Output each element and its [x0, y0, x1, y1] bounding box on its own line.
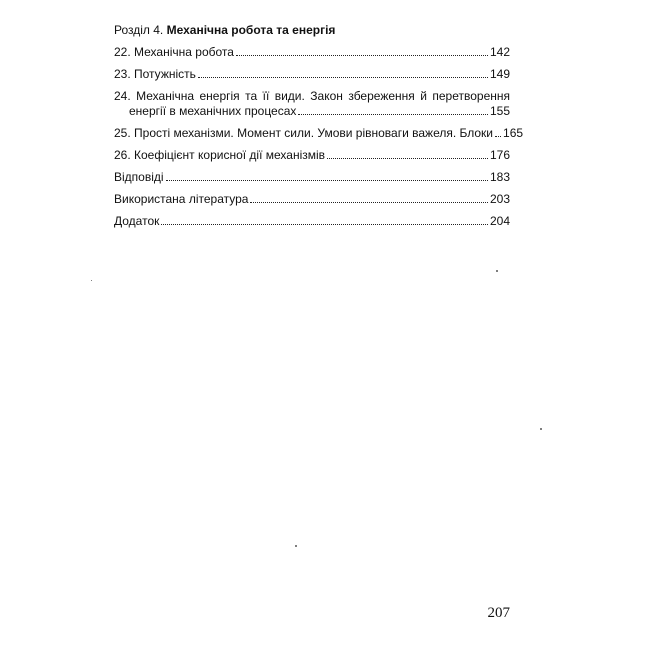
scan-speck: [91, 280, 92, 281]
toc-entry: [114, 147, 510, 163]
dot-leader: [250, 202, 488, 203]
toc-entry: [114, 88, 510, 119]
dot-leader: [298, 114, 488, 115]
toc-entry-page: 203: [489, 192, 510, 206]
toc-entry: [114, 191, 510, 207]
dot-leader: [166, 180, 488, 181]
toc-entry-title: 25. Прості механізми. Момент сили. Умови рівноваги важеля. Блоки: [114, 126, 494, 140]
toc-entry-title: Відповіді: [114, 170, 164, 184]
toc-entry-title: 26. Коефіцієнт корисної дії механізмів: [114, 148, 326, 162]
dot-leader: [495, 136, 501, 137]
toc-entry-page: 149: [489, 67, 510, 81]
toc-entry-page: 165: [503, 126, 524, 140]
toc-entry-page: 183: [489, 170, 510, 184]
toc-entry: [114, 125, 524, 141]
dot-leader: [198, 77, 488, 78]
toc-entry-page: 155: [489, 104, 510, 118]
toc-entry-title: Використана література: [114, 192, 249, 206]
toc-entry-page: 176: [489, 148, 510, 162]
toc-entry: [114, 169, 510, 185]
toc-entry: [114, 213, 510, 229]
section-heading: [114, 23, 335, 37]
scan-speck: [540, 428, 542, 430]
toc-entry-title: Додаток: [114, 214, 160, 228]
toc-entry-title-line1: 24. Механічна енергія та її види. Закон збереження й перетворення: [114, 89, 510, 103]
dot-leader: [327, 158, 488, 159]
scan-speck: [496, 270, 498, 272]
toc-entry-title: 22. Механічна робота: [114, 45, 234, 59]
dot-leader: [236, 55, 488, 56]
section-prefix: Розділ 4.: [114, 23, 164, 37]
toc-entry: [114, 66, 510, 82]
scan-speck: [295, 545, 297, 547]
toc-entry-page: 204: [489, 214, 510, 228]
toc-entry-title: 23. Потужність: [114, 67, 196, 81]
toc-entry: [114, 44, 510, 60]
page-number: 207: [487, 605, 510, 621]
toc-entry-page: 142: [489, 45, 510, 59]
toc-entry-title-line2: енергії в механічних процесах: [129, 104, 297, 118]
section-title: Механічна робота та енергія: [166, 23, 336, 37]
table-of-contents: [114, 44, 524, 235]
toc-entry-title-line2-row: [114, 104, 510, 119]
dot-leader: [161, 224, 488, 225]
